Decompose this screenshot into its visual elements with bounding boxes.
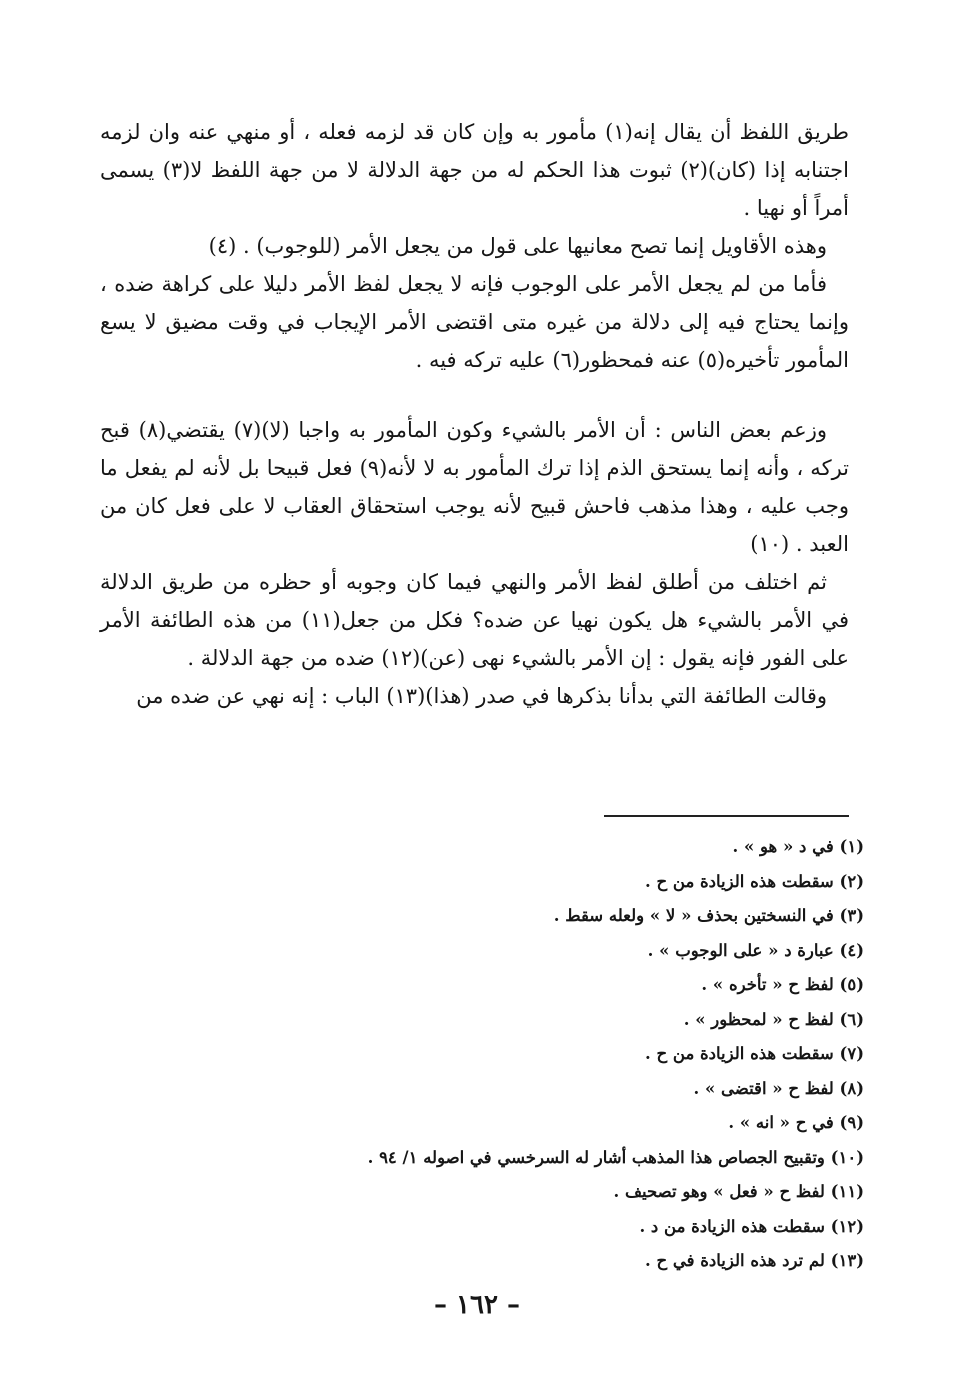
footnote-item: (٦) لفظ ح « لمحظور » . bbox=[683, 1009, 864, 1029]
paragraph-6: وقالت الطائفة التي بدأنا بذكرها في صدر (هذا)(١٣) الباب : إنه نهي عن ضده من bbox=[136, 684, 827, 708]
footnotes-list bbox=[100, 830, 864, 1279]
footnote-item: (١١) لفظ ح « فعل » وهو تصحيف . bbox=[613, 1182, 864, 1201]
footnote-item: (١) في د « هو » . bbox=[732, 837, 864, 856]
footnote-item: (١٠) وتقبيح الجصاص هذا المذهب أشار له السرخسي في اصوله ١/ ٩٤ . bbox=[367, 1147, 864, 1167]
footnote-item: (٤) عبارة د « على الوجوب » . bbox=[647, 940, 864, 960]
footnote-item: (٥) لفظ ح « تأخره » . bbox=[701, 975, 864, 994]
footnote-item: (١٢) سقطت هذه الزيادة من د . bbox=[639, 1216, 864, 1236]
paragraph-2: وهذه الأقاويل إنما تصح معانيها على قول من يجعل الأمر (للوجوب) . (٤) bbox=[208, 234, 827, 258]
footnote-item: (٧) سقطت هذه الزيادة من ح . bbox=[645, 1044, 864, 1063]
paragraph-5: ثم اختلف من أطلق لفظ الأمر والنهي فيما كان وجوبه أو حظره من طريق الدلالة في الأمر بالشيء هل يكون نهيا عن ضده؟ فكل من جعل(١١) من هذه الطائفة الأمر على الفور فإنه يقول : إن الأمر بالشيء نهى (عن)(١٢) ضده من جهة الدلالة . bbox=[100, 570, 849, 670]
footnote-item: (٨) لفظ ح « اقتضى » . bbox=[693, 1078, 864, 1098]
footnote-item: (٢) سقطت هذه الزيادة من ح . bbox=[645, 871, 864, 891]
main-text bbox=[100, 113, 849, 715]
section-gap bbox=[100, 379, 849, 411]
paragraph-1: طريق اللفظ أن يقال إنه(١) مأمور به وإن كان قد لزمه فعله ، أو منهي عنه وان لزمه اجتنابه إذا (كان)(٢) ثبوت هذا الحكم له من جهة الدلالة لا من جهة اللفظ لا(٣) يسمى أمراً أو نهيا . bbox=[100, 120, 850, 220]
footnote-separator bbox=[604, 815, 849, 817]
paragraph-4: وزعم بعض الناس : أن الأمر بالشيء وكون المأمور به واجبا (لا)(٧) يقتضي(٨) قبح تركه ، وأنه إنما يستحق الذم إذا ترك المأمور به لا لأنه(٩) فعل قبيحا بل لأنه لم يفعل ما وجب عليه ، وهذا مذهب فاحش قبيح لأنه يوجب استحقاق العقاب لا على فعل كان من العبد . (١٠) bbox=[100, 418, 849, 556]
footnote-item: (٣) في النسختين بحذف « لا » ولعله سقط . bbox=[553, 906, 864, 925]
footnote-item: (١٣) لم ترد هذه الزيادة في ح . bbox=[645, 1251, 864, 1270]
footnote-item: (٩) في ح « انه » . bbox=[728, 1113, 864, 1132]
page-number: – ١٦٢ – bbox=[433, 1290, 521, 1320]
paragraph-3: فأما من لم يجعل الأمر على الوجوب فإنه لا يجعل لفظ الأمر دليلا على كراهة ضده ، وإنما يحتاج فيه إلى دلالة من غيره متى اقتضى الأمر الإيجاب في وقت مضيق لا يسع المأمور تأخيره(٥) عنه فمحظور(٦) عليه تركه فيه . bbox=[100, 272, 849, 372]
